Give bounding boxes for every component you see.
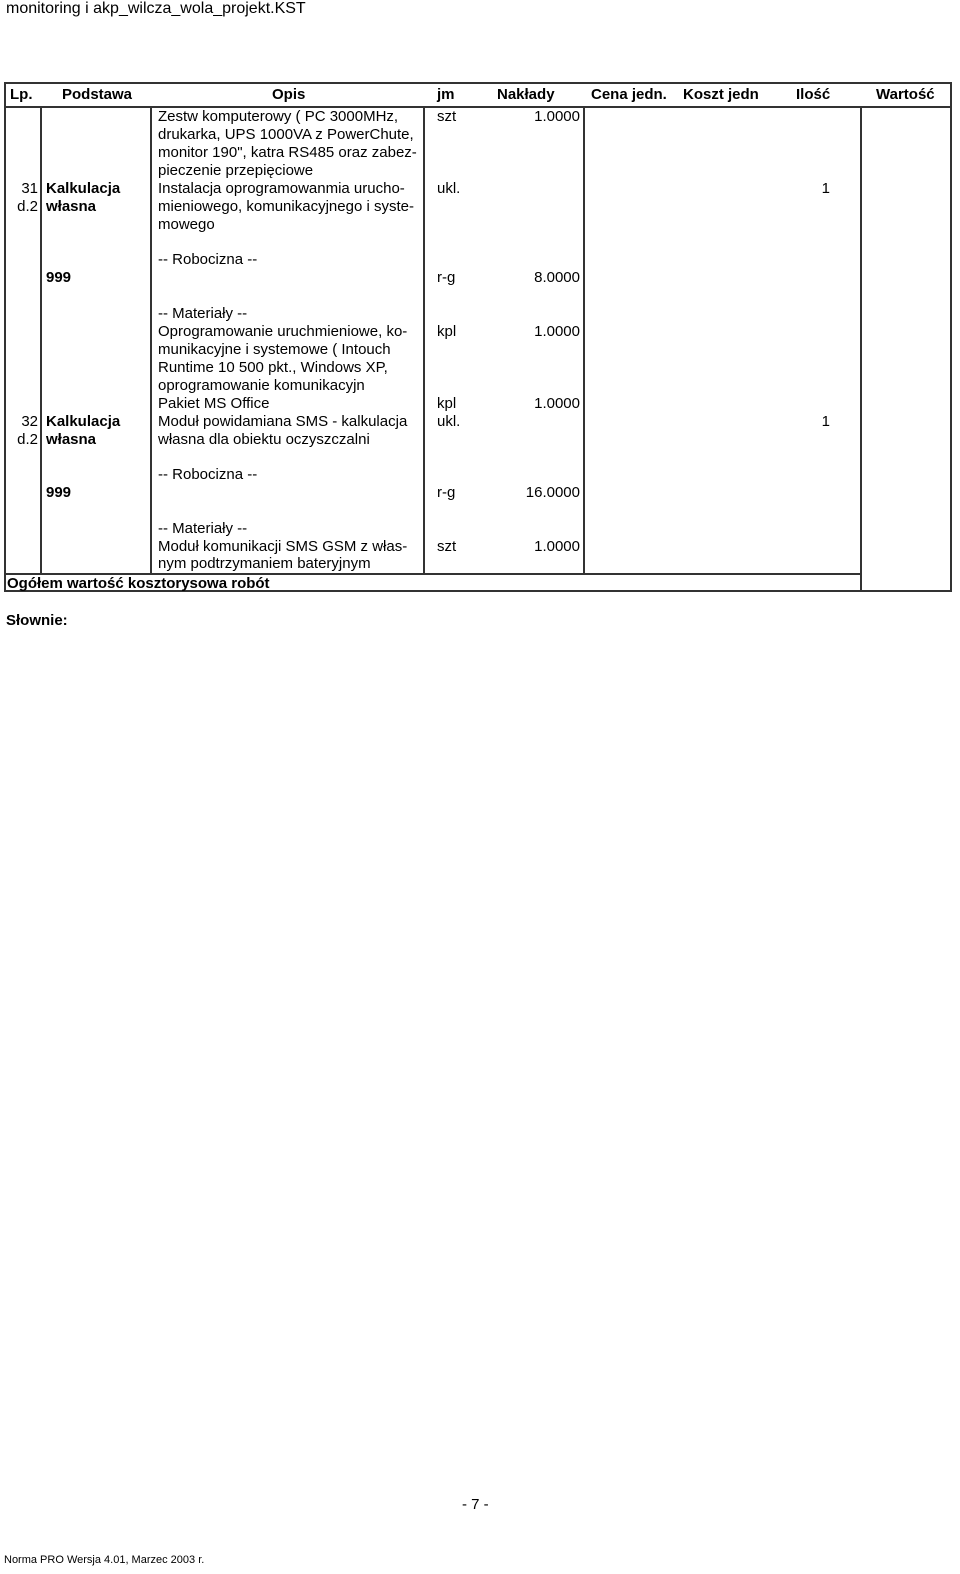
total-label: Ogółem wartość kosztorysowa robót — [7, 575, 270, 592]
row-podstawa: własna — [46, 431, 97, 448]
header-opis: Opis — [272, 86, 306, 103]
slownie-label: Słownie: — [6, 612, 68, 629]
material-jm: kpl — [437, 323, 457, 340]
row-podstawa: Kalkulacja — [46, 413, 121, 430]
lp-column-divider — [40, 106, 42, 574]
material-desc-line: Moduł komunikacji SMS GSM z włas- — [158, 538, 408, 555]
row-lp-number: 32 — [21, 413, 38, 430]
material-naklady: 1.0000 — [534, 538, 580, 555]
resource-code: 999 — [46, 484, 72, 501]
material-desc-line: oprogramowanie komunikacyjn — [158, 377, 365, 394]
carryover-desc-line: drukarka, UPS 1000VA z PowerChute, — [158, 126, 414, 143]
robocizna-label: -- Robocizna -- — [158, 466, 258, 483]
material-desc-line: nym podtrzymaniem bateryjnym — [158, 555, 371, 572]
document-title: monitoring i akp_wilcza_wola_projekt.KST — [6, 0, 306, 17]
row-podstawa: Kalkulacja — [46, 180, 121, 197]
row-jm: ukl. — [437, 413, 461, 430]
resource-code: 999 — [46, 269, 72, 286]
carryover-naklady: 1.0000 — [534, 108, 580, 125]
carryover-jm: szt — [437, 108, 457, 125]
header-jm: jm — [437, 86, 455, 103]
header-ilosc: Ilość — [796, 86, 831, 103]
robocizna-naklady: 8.0000 — [534, 269, 580, 286]
material-desc-line: munikacyjne i systemowe ( Intouch — [158, 341, 391, 358]
robocizna-naklady: 16.0000 — [525, 484, 580, 501]
materialy-label: -- Materiały -- — [158, 520, 248, 537]
material-desc-line: Pakiet MS Office — [158, 395, 270, 412]
podstawa-column-divider — [150, 106, 152, 574]
material-naklady: 1.0000 — [534, 323, 580, 340]
row-jm: ukl. — [437, 180, 461, 197]
row-ilosc: 1 — [821, 180, 830, 197]
row-ilosc: 1 — [821, 413, 830, 430]
carryover-desc-line: monitor 190", katra RS485 oraz zabez- — [158, 144, 417, 161]
header-naklady: Nakłady — [497, 86, 555, 103]
header-wartosc: Wartość — [876, 86, 935, 103]
carryover-desc-line: pieczenie przepięciowe — [158, 162, 314, 179]
table-left-border — [4, 82, 6, 592]
ilosc-column-divider — [860, 106, 862, 592]
row-desc-line: mieniowego, komunikacyjnego i syste- — [158, 198, 414, 215]
row-desc-line: własna dla obiektu oczyszczalni — [158, 431, 370, 448]
page-number: - 7 - — [462, 1496, 489, 1513]
header-lp: Lp. — [10, 86, 33, 103]
robocizna-jm: r-g — [437, 484, 456, 501]
naklady-column-divider — [583, 106, 585, 574]
software-version: Norma PRO Wersja 4.01, Marzec 2003 r. — [4, 1554, 205, 1566]
material-naklady: 1.0000 — [534, 395, 580, 412]
carryover-desc-line: Zestw komputerowy ( PC 3000MHz, — [158, 108, 399, 125]
row-lp-number: 31 — [21, 180, 38, 197]
row-desc-line: Moduł powidamiana SMS - kalkulacja — [158, 413, 408, 430]
material-desc-line: Runtime 10 500 pkt., Windows XP, — [158, 359, 388, 376]
row-desc-line: Instalacja oprogramowanmia urucho- — [158, 180, 405, 197]
header-koszt: Koszt jedn — [683, 86, 759, 103]
table-right-border — [950, 82, 952, 592]
table-top-border — [4, 82, 952, 84]
row-desc-line: mowego — [158, 216, 215, 233]
header-cena: Cena jedn. — [591, 86, 667, 103]
robocizna-jm: r-g — [437, 269, 456, 286]
header-bottom-border — [4, 106, 952, 108]
materialy-label: -- Materiały -- — [158, 305, 248, 322]
row-lp-sub: d.2 — [17, 431, 38, 448]
robocizna-label: -- Robocizna -- — [158, 251, 258, 268]
opis-column-divider — [423, 106, 425, 574]
material-jm: kpl — [437, 395, 457, 412]
material-desc-line: Oprogramowanie uruchmieniowe, ko- — [158, 323, 408, 340]
row-podstawa: własna — [46, 198, 97, 215]
material-jm: szt — [437, 538, 457, 555]
row-lp-sub: d.2 — [17, 198, 38, 215]
header-podstawa: Podstawa — [62, 86, 133, 103]
